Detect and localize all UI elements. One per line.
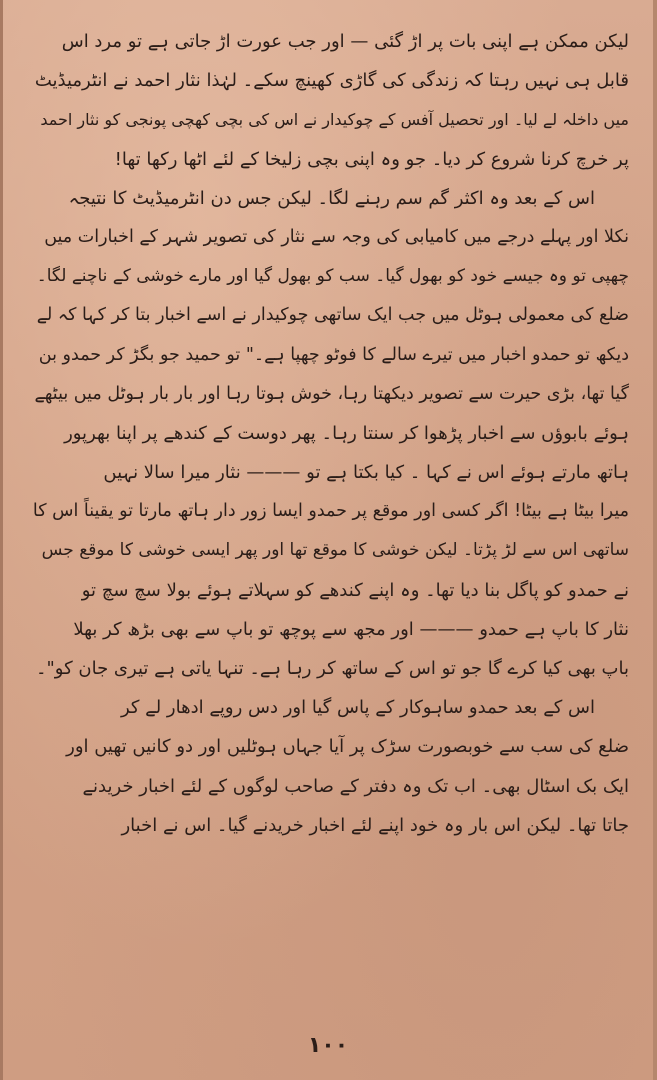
text-line: لیکن ممکن ہے اپنی بات پر اڑ گئی — اور جب عورت اڑ جاتی ہے تو مرد اس bbox=[61, 31, 629, 52]
text-line: میں داخلہ لے لیا۔ اور تحصیل آفس کے چوکیدار نے اس کی بچی کھچی پونجی کو نثار احمد bbox=[40, 110, 629, 130]
text-line: ایک بک اسٹال بھی۔ اب تک وہ دفتر کے صاحب لوگوں کے لئے اخبار خریدنے bbox=[82, 775, 629, 797]
text-line: نے حمدو کو پاگل بنا دیا تھا۔ وہ اپنے کندھے کو سہلاتے ہوئے بولا سچ سچ تو bbox=[81, 579, 629, 601]
text-line: اس کے بعد حمدو ساہوکار کے پاس گیا اور دس روپے ادھار لے کر bbox=[120, 697, 595, 719]
text-line: ہوئے بابوؤں سے اخبار پڑھوا کر سنتا رہا۔ پھر دوست کے کندھے پر اپنا بھرپور bbox=[64, 422, 629, 444]
text-line: جاتا تھا۔ لیکن اس بار وہ خود اپنے لئے اخبار خریدنے گیا۔ اس نے اخبار bbox=[121, 814, 629, 836]
text-line: میرا بیٹا ہے بیٹا! اگر کسی اور موقع پر حمدو ایسا زور دار ہاتھ مارتا تو یقیناً اس کا bbox=[33, 501, 629, 522]
page-number: ۱۰۰ bbox=[307, 1033, 349, 1058]
text-line: پر خرچ کرنا شروع کر دیا۔ جو وہ اپنی بچی زلیخا کے لئے اٹھا رکھا تھا! bbox=[114, 148, 629, 170]
text-line: ہاتھ مارتے ہوئے اس نے کہا ۔ کیا بکتا ہے تو ——— نثار میرا سالا نہیں bbox=[103, 462, 629, 484]
text-line: ساتھی اس سے لڑ پڑتا۔ لیکن خوشی کا موقع تھا اور پھر ایسی خوشی کا موقع جس bbox=[41, 540, 629, 561]
text-line: نکلا اور پہلے درجے میں کامیابی کی وجہ سے نثار کی تصویر شہر کے اخبارات میں bbox=[44, 226, 629, 247]
text-line: باپ بھی کیا کرے گا جو تو اس کے ساتھ کر رہا ہے۔ تنہا یاتی ہے تیری جان کو"۔ bbox=[35, 658, 629, 679]
text-line: دیکھ تو حمدو اخبار میں تیرے سالے کا فوٹو چھپا ہے۔" تو حمید جو بگڑ کر حمدو بن bbox=[38, 344, 629, 365]
body-text bbox=[33, 22, 629, 845]
text-line: اس کے بعد وہ اکثر گم سم رہنے لگا۔ لیکن جس دن انٹرمیڈیٹ کا نتیجہ bbox=[68, 187, 595, 209]
text-line: قابل ہی نہیں رہتا کہ زندگی کی گاڑی کھینچ سکے۔ لہٰذا نثار احمد نے انٹرمیڈیٹ bbox=[34, 70, 629, 92]
text-line: ضلع کی معمولی ہوٹل میں جب ایک ساتھی چوکیدار نے اسے اخبار بتا کر کہا کہ لے bbox=[36, 305, 629, 326]
text-line: ضلع کی سب سے خوبصورت سڑک پر آیا جہاں ہوٹلیں اور دو کانیں تھیں اور bbox=[66, 736, 629, 758]
text-line: نثار کا باپ ہے حمدو ——— اور مجھ سے پوچھ تو باپ سے بھی بڑھ کر بھلا bbox=[73, 618, 629, 640]
text-line: گیا تھا، بڑی حیرت سے تصویر دیکھتا رہا، خوش ہوتا رہا اور بار بار ہوٹل میں بیٹھے bbox=[34, 383, 629, 404]
text-line: چھپی تو وہ جیسے خود کو بھول گیا۔ سب کو بھول گیا اور مارے خوشی کے ناچنے لگا۔ bbox=[36, 266, 629, 287]
